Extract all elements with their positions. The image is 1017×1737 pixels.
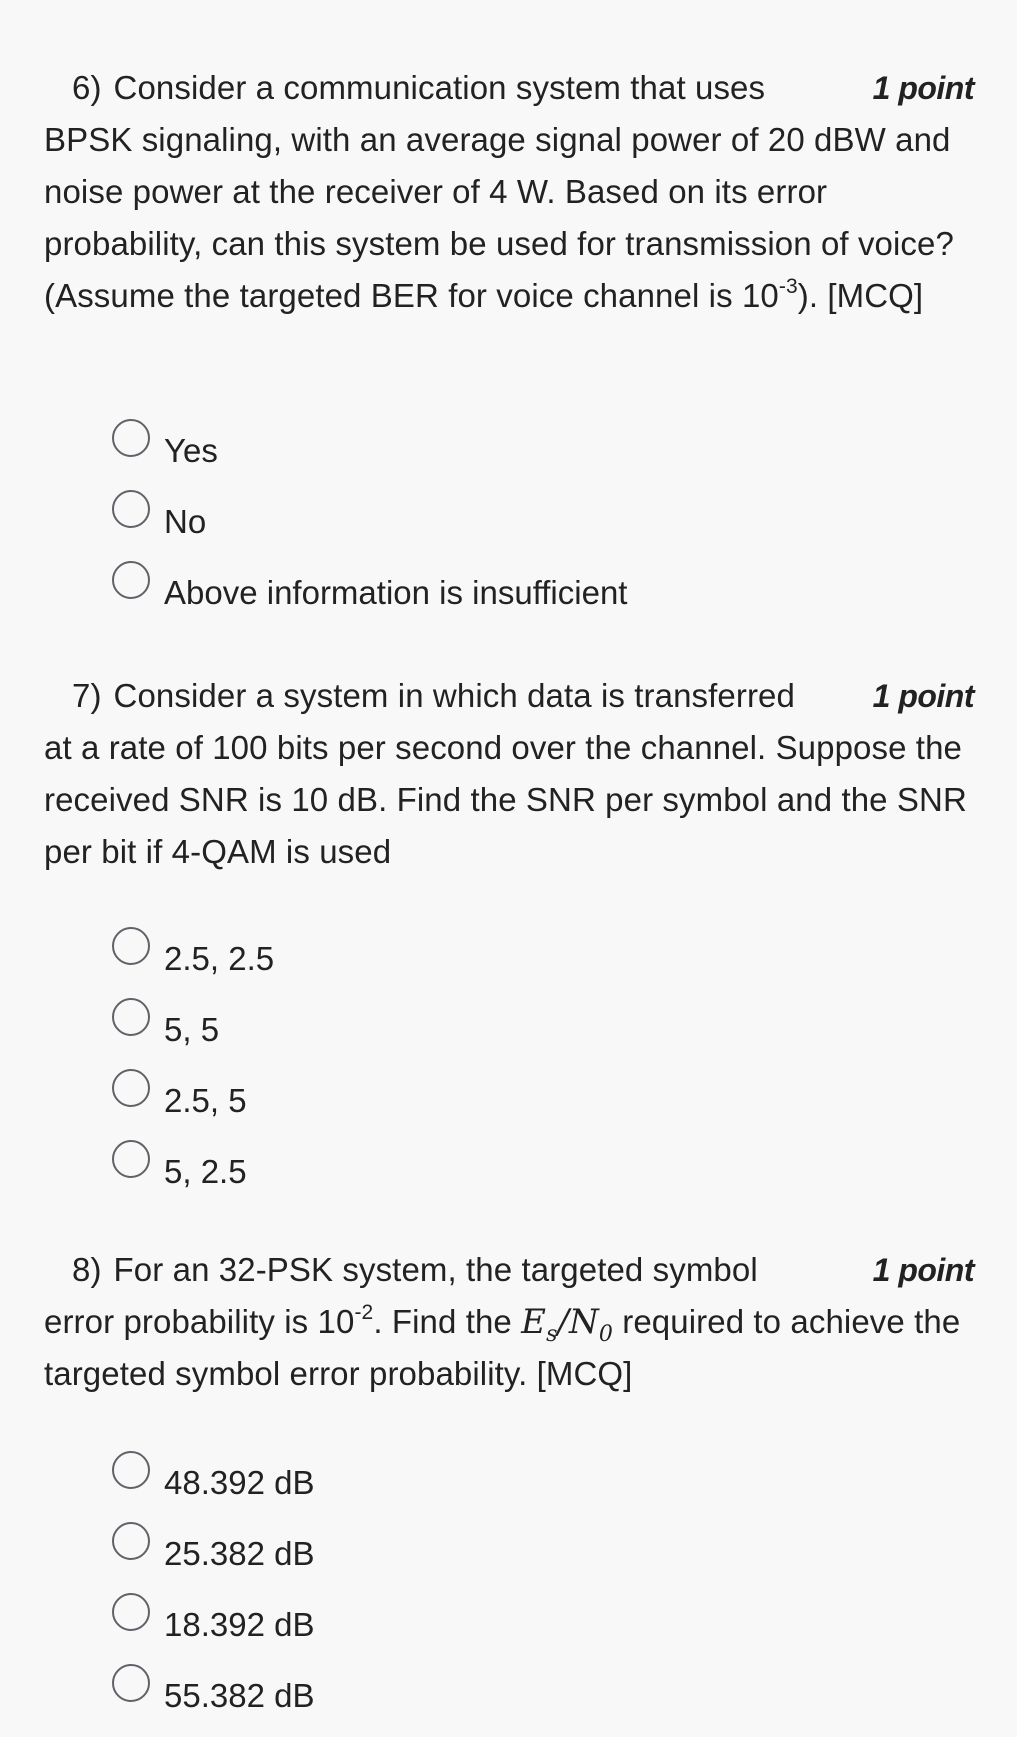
- question-6: [44, 62, 974, 611]
- radio-button[interactable]: [112, 1451, 150, 1489]
- question-6-text: [44, 62, 974, 322]
- question-8-option[interactable]: [112, 1440, 314, 1511]
- question-8-option[interactable]: [112, 1511, 314, 1582]
- math-e: E: [521, 1302, 547, 1342]
- radio-button[interactable]: [112, 419, 150, 457]
- question-6-option[interactable]: [112, 479, 627, 550]
- option-label: No: [164, 502, 207, 540]
- question-8: [44, 1244, 974, 1714]
- radio-button[interactable]: [112, 1664, 150, 1702]
- question-8-option[interactable]: [112, 1653, 314, 1724]
- math-e-sub: s: [546, 1321, 558, 1347]
- question-7-options: [112, 916, 274, 1200]
- option-label: 18.392 dB: [164, 1605, 315, 1643]
- question-8-exponent: -2: [354, 1301, 374, 1324]
- question-7-option[interactable]: [112, 1058, 274, 1129]
- radio-button[interactable]: [112, 1069, 150, 1107]
- question-7-body: Consider a system in which data is transferred at a rate of 100 bits per second over the channel. Suppose the received SNR is 10 dB. Find the SNR per symbol and the SNR per bit if 4-QAM is used: [44, 677, 967, 870]
- question-8-body: For an 32-PSK system, the targeted symbol error probability is 10: [44, 1251, 758, 1340]
- question-6-points: 1 point: [872, 70, 974, 106]
- radio-button[interactable]: [112, 1522, 150, 1560]
- radio-button[interactable]: [112, 927, 150, 965]
- question-7: [44, 670, 974, 1190]
- radio-button[interactable]: [112, 998, 150, 1036]
- question-7-option[interactable]: [112, 1129, 274, 1200]
- question-7-number: 7): [72, 677, 102, 714]
- option-label: 2.5, 2.5: [164, 939, 275, 977]
- question-7-text: [44, 670, 974, 878]
- question-8-number: 8): [72, 1251, 102, 1288]
- question-8-points: 1 point: [872, 1252, 974, 1288]
- question-8-body-end: required to achieve the targeted symbol error probability. [MCQ]: [44, 1303, 961, 1392]
- option-label: Above information is insufficient: [164, 573, 628, 611]
- option-label: 2.5, 5: [164, 1081, 247, 1119]
- question-8-option[interactable]: [112, 1582, 314, 1653]
- question-7-option[interactable]: [112, 916, 274, 987]
- question-8-options: [112, 1440, 314, 1724]
- question-7-points: 1 point: [872, 678, 974, 714]
- question-8-text: [44, 1244, 974, 1400]
- question-6-number: 6): [72, 69, 102, 106]
- question-6-body-end: ). [MCQ]: [797, 277, 924, 314]
- math-n-sub: 0: [598, 1321, 613, 1347]
- es-over-n0-formula: [521, 1302, 613, 1347]
- question-7-option[interactable]: [112, 987, 274, 1058]
- radio-button[interactable]: [112, 1593, 150, 1631]
- radio-button[interactable]: [112, 490, 150, 528]
- math-slash: /: [557, 1302, 570, 1342]
- option-label: 55.382 dB: [164, 1676, 315, 1714]
- question-6-exponent: -3: [778, 275, 798, 298]
- question-6-option[interactable]: [112, 408, 627, 479]
- radio-button[interactable]: [112, 561, 150, 599]
- radio-button[interactable]: [112, 1140, 150, 1178]
- question-6-option[interactable]: [112, 550, 627, 621]
- math-n: N: [569, 1302, 599, 1342]
- question-6-options: [112, 408, 627, 621]
- option-label: 5, 5: [164, 1010, 220, 1048]
- option-label: Yes: [164, 431, 218, 469]
- option-label: 48.392 dB: [164, 1463, 315, 1501]
- option-label: 5, 2.5: [164, 1152, 247, 1190]
- question-8-body-mid: . Find the: [373, 1303, 522, 1340]
- question-6-body: Consider a communication system that uses BPSK signaling, with an average signal power of 20 dBW and noise power at the receiver of 4 W. Based on its error probability, can this system be used for transmission of voice? (Assume the targeted BER for voice channel is 10: [44, 69, 954, 314]
- option-label: 25.382 dB: [164, 1534, 315, 1572]
